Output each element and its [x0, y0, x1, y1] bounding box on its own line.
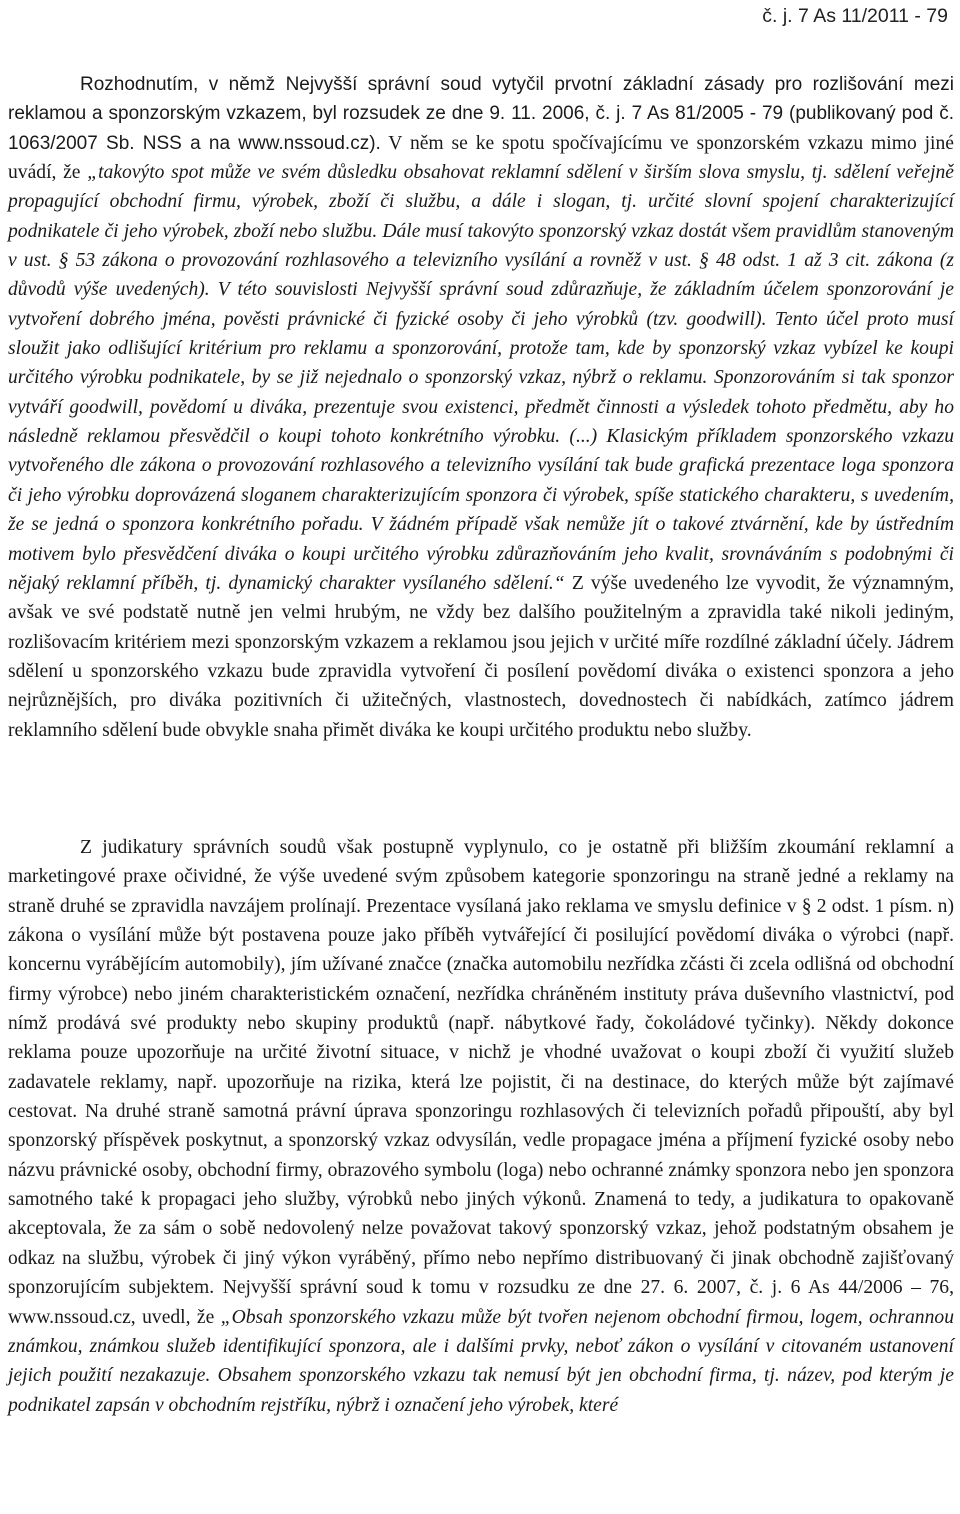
paragraph-1-lead-in: V něm se ke spotu spočívajícímu ve sponzorském vzkazu mimo jiné uvádí, že [8, 132, 954, 184]
paragraph-2-quotation: „Obsah sponzorského vzkazu může být tvořen nejenom obchodní firmou, logem, ochrannou známkou, známkou služeb identifikující sponzora, ale i dalšími prvky, neboť zákon o vysílání v citovaném ustanovení jejich použití nezakazuje. Obsahem sponzorského vzkazu tak nemusí být jen obchodní firma, tj. název, pod kterým je podnikatel zapsán v obchodním rejstříku, nýbrž i označení jeho výrobek, které [8, 1306, 954, 1416]
paragraph-1-quotation: „takovýto spot může ve svém důsledku obsahovat reklamní sdělení v širším slova smyslu, tj. sdělení veřejně propagující obchodní firmu, výrobek, zboží či službu, a dále i slogan, tj. určité slovní spojení charakterizující podnikatele či jeho výrobek, zboží nebo službu. Dále musí takovýto sponzorský vzkaz dostát všem pravidlům stanoveným v ust. § 53 zákona o provozování rozhlasového a televizního vysílání a rovněž v ust. § 48 odst. 1 až 3 cit. zákona (z důvodů výše uvedených). V této souvislosti Nejvyšší správní soud zdůrazňuje, že základním účelem sponzorování je vytvoření dobrého jména, pověsti právnické či fyzické osoby či jeho výrobků (tzv. goodwill). Tento účel proto musí sloužit jako odlišující kritérium pro reklamu a sponzorování, protože tam, kde by sponzorský vzkaz vybízel ke koupi určitého výrobku podnikatele, by se již nejednalo o sponzorský vzkaz, nýbrž o reklamu. Sponzorováním si tak sponzor vytváří goodwill, povědomí u diváka, prezentuje svou existenci, předmět činnosti a výsledek tohoto předmětu, aby ho následně reklamou přesvědčil o koupi tohoto konkrétního výrobku. (...) Klasickým příkladem sponzorského vzkazu vytvořeného dle zákona o provozování rozhlasového a televizního vysílání tak bude grafická prezentace loga sponzora či jeho výrobku doprovázená sloganem charakterizujícím sponzora či výrobek, spíše statického charakteru, s uvedením, že se jedná o sponzora konkrétního pořadu. V žádném případě však nemůže jít o takové ztvárnění, kde by ústředním motivem bylo přesvědčení diváka o koupi určitého výrobku zdůrazňováním jeho kvalit, srovnáváním s podobnými či nějaký reklamní příběh, tj. dynamický charakter vysílaného sdělení.“ [8, 162, 955, 594]
paragraph-1-conclusion: Z výše uvedeného lze vyvodit, že významným, avšak ve své podstatě nutně jen velmi hrubým, ne vždy bez dalšího použitelným a zpravidla také nikoli jediným, rozlišovacím kritériem mezi sponzorským vzkazem a reklamou jsou jejich v určité míře rozdílné základní účely. Jádrem sdělení u sponzorského vzkazu bude zpravidla vytvoření či posílení povědomí diváka o existenci sponzora a jeho nejrůznějších, pro diváka pozitivních či užitečných, vlastnostech, dovednostech či nabídkách, zatímco jádrem reklamního sdělení bude obvykle snaha přimět diváka ke koupi určitého produktu nebo služby. [8, 572, 954, 741]
document-page [8, 0, 954, 1514]
case-number-header: č. j. 7 As 11/2011 - 79 [762, 5, 948, 27]
paragraph-1 [8, 70, 954, 745]
paragraph-2-text: Z judikatury správních soudů však postupně vyplynulo, co je ostatně při bližším zkoumání reklamní a marketingové praxe očividné, že výše uvedené svým způsobem kategorie sponzoringu na straně jedné a reklamy na straně druhé se zpravidla navzájem prolínají. Prezentace vysílaná jako reklama ve smyslu definice v § 2 odst. 1 písm. n) zákona o vysílání může být postavena pouze jako příběh vytvářející či posilující povědomí diváka o výrobci (např. koncernu vyrábějícím automobily), jím užívané značce (značka automobilu nezřídka zčásti či zcela odlišná od obchodní firmy výrobce) nebo jiném charakteristickém označení, nezřídka chráněném instituty práva duševního vlastnictví, pod nímž prodává své produkty nebo skupiny produktů (např. nábytkové řady, čokoládové tyčinky). Někdy dokonce reklama pouze upozorňuje na určité životní situace, v nichž je vhodné uvažovat o koupi zboží či využití služeb zadavatele reklamy, např. upozorňuje na rizika, která lze pojistit, či na destinace, do kterých může být zajímavé cestovat. Na druhé straně samotná právní úprava sponzoringu rozhlasových či televizních pořadů připouští, aby byl sponzorský příspěvek poskytnut, a sponzorský vzkaz odvysílán, vedle propagace jména a příjmení fyzické osoby nebo názvu právnické osoby, obchodní firmy, obrazového symbolu (loga) nebo ochranné známky sponzora nebo jen sponzora samotného také k propagaci jeho služby, výrobků nebo jiných výkonů. Znamená to tedy, a judikatura to opakovaně akceptovala, že za sám o sobě nedovolený nelze považovat takový sponzorský vzkaz, jehož podstatným obsahem je odkaz na službu, výrobek či jiný výkon vyráběný, přímo nebo nepřímo distribuovaný či jinak obchodně zajišťovaný sponzorujícím subjektem. Nejvyšší správní soud k tomu v rozsudku ze dne 27. 6. 2007, č. j. 6 As 44/2006 – 76, www.nssoud.cz, uvedl, že [8, 837, 954, 1328]
paragraph-2 [8, 833, 954, 1420]
paragraph-1-opening: Rozhodnutím, v němž Nejvyšší správní soud vytyčil prvotní základní zásady pro rozlišování mezi reklamou a sponzorským vzkazem, byl rozsudek ze dne 9. 11. 2006, č. j. 7 As 81/2005 - 79 (publikovaný pod č. 1063/2007 Sb. NSS a na www.nssoud.cz). [8, 74, 954, 154]
